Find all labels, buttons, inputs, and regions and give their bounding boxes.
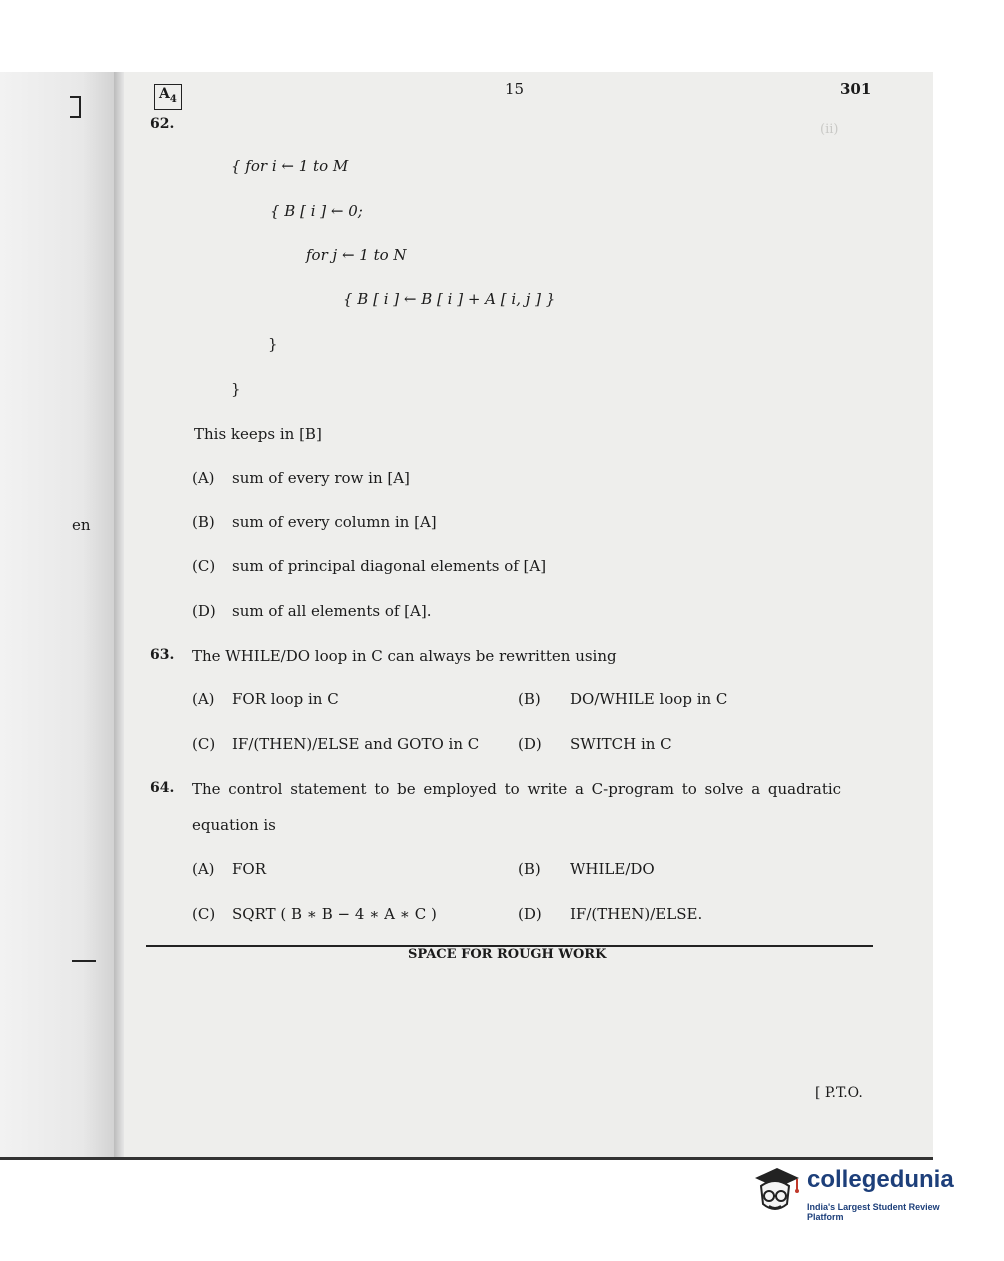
option-text: SWITCH in C [570,735,672,753]
pto-label: [ P.T.O. [815,1085,863,1101]
scan-left-margin [0,72,118,1157]
option-letter: (B) [518,690,541,708]
option-64-a [192,860,266,878]
option-text: DO/WHILE loop in C [570,690,728,708]
option-text: WHILE/DO [570,860,655,878]
code-line-4: { B [ i ] ← B [ i ] + A [ i, j ] } [343,290,556,308]
logo-tagline: India's Largest Student Review Platform [807,1202,940,1222]
collegedunia-logo [747,1160,977,1224]
option-letter: (B) [192,513,215,531]
option-letter: (B) [518,860,541,878]
page-number: 15 [505,80,525,98]
left-page-rule [72,960,96,962]
option-text: SQRT ( B ∗ B − 4 ∗ A ∗ C ) [232,905,437,923]
paper-code-box [154,84,182,110]
question-number-63: 63. [150,647,175,663]
paper-id: 301 [840,80,872,98]
question-number-64: 64. [150,780,175,796]
option-letter: (A) [192,469,215,487]
option-62-c [192,557,546,575]
option-text: sum of all elements of [A]. [232,602,432,620]
option-62-d [192,602,431,620]
question-stem-63: The WHILE/DO loop in C can always be rewritten using [192,647,617,665]
option-letter: (D) [518,905,542,923]
option-text: IF/(THEN)/ELSE and GOTO in C [232,735,480,753]
option-text: sum of every row in [A] [232,469,410,487]
code-line-1: { for i ← 1 to M [231,157,349,175]
question-stem-64-line1: The control statement to be employed to write a C-program to solve a quadratic [192,780,842,798]
bleed-through: (ii) [820,122,839,137]
option-63-d [518,735,672,753]
option-letter: (A) [192,860,215,878]
option-62-a [192,469,410,487]
option-64-d [518,905,702,923]
question-stem-64-line2: equation is [192,816,276,834]
option-letter: (D) [518,735,542,753]
option-text: FOR [232,860,266,878]
mascot-icon [747,1160,803,1220]
page-spine-shadow [114,72,124,1157]
option-letter: (C) [192,557,216,575]
option-63-b [518,690,727,708]
option-64-b [518,860,655,878]
code-line-2: { B [ i ] ← 0; [270,202,363,220]
logo-brand-text: collegedunia [807,1166,954,1193]
code-line-5: } [268,335,278,353]
code-line-3: for j ← 1 to N [306,246,407,264]
option-text: sum of every column in [A] [232,513,437,531]
paper-code-sub: 4 [169,93,177,105]
option-letter: (D) [192,602,216,620]
left-page-bracket [70,96,81,118]
option-62-b [192,513,437,531]
paper-code: A [159,86,170,102]
option-letter: (C) [192,735,216,753]
option-letter: (C) [192,905,216,923]
option-64-c [192,905,437,923]
code-line-6: } [231,380,241,398]
question-stem-62: This keeps in [B] [194,425,322,443]
option-63-a [192,690,339,708]
rough-work-label: SPACE FOR ROUGH WORK [408,947,607,962]
question-number-62: 62. [150,116,175,132]
left-page-fragment: en [72,516,91,534]
option-text: IF/(THEN)/ELSE. [570,905,703,923]
option-text: FOR loop in C [232,690,339,708]
option-letter: (A) [192,690,215,708]
option-63-c [192,735,479,753]
option-text: sum of principal diagonal elements of [A] [232,557,547,575]
